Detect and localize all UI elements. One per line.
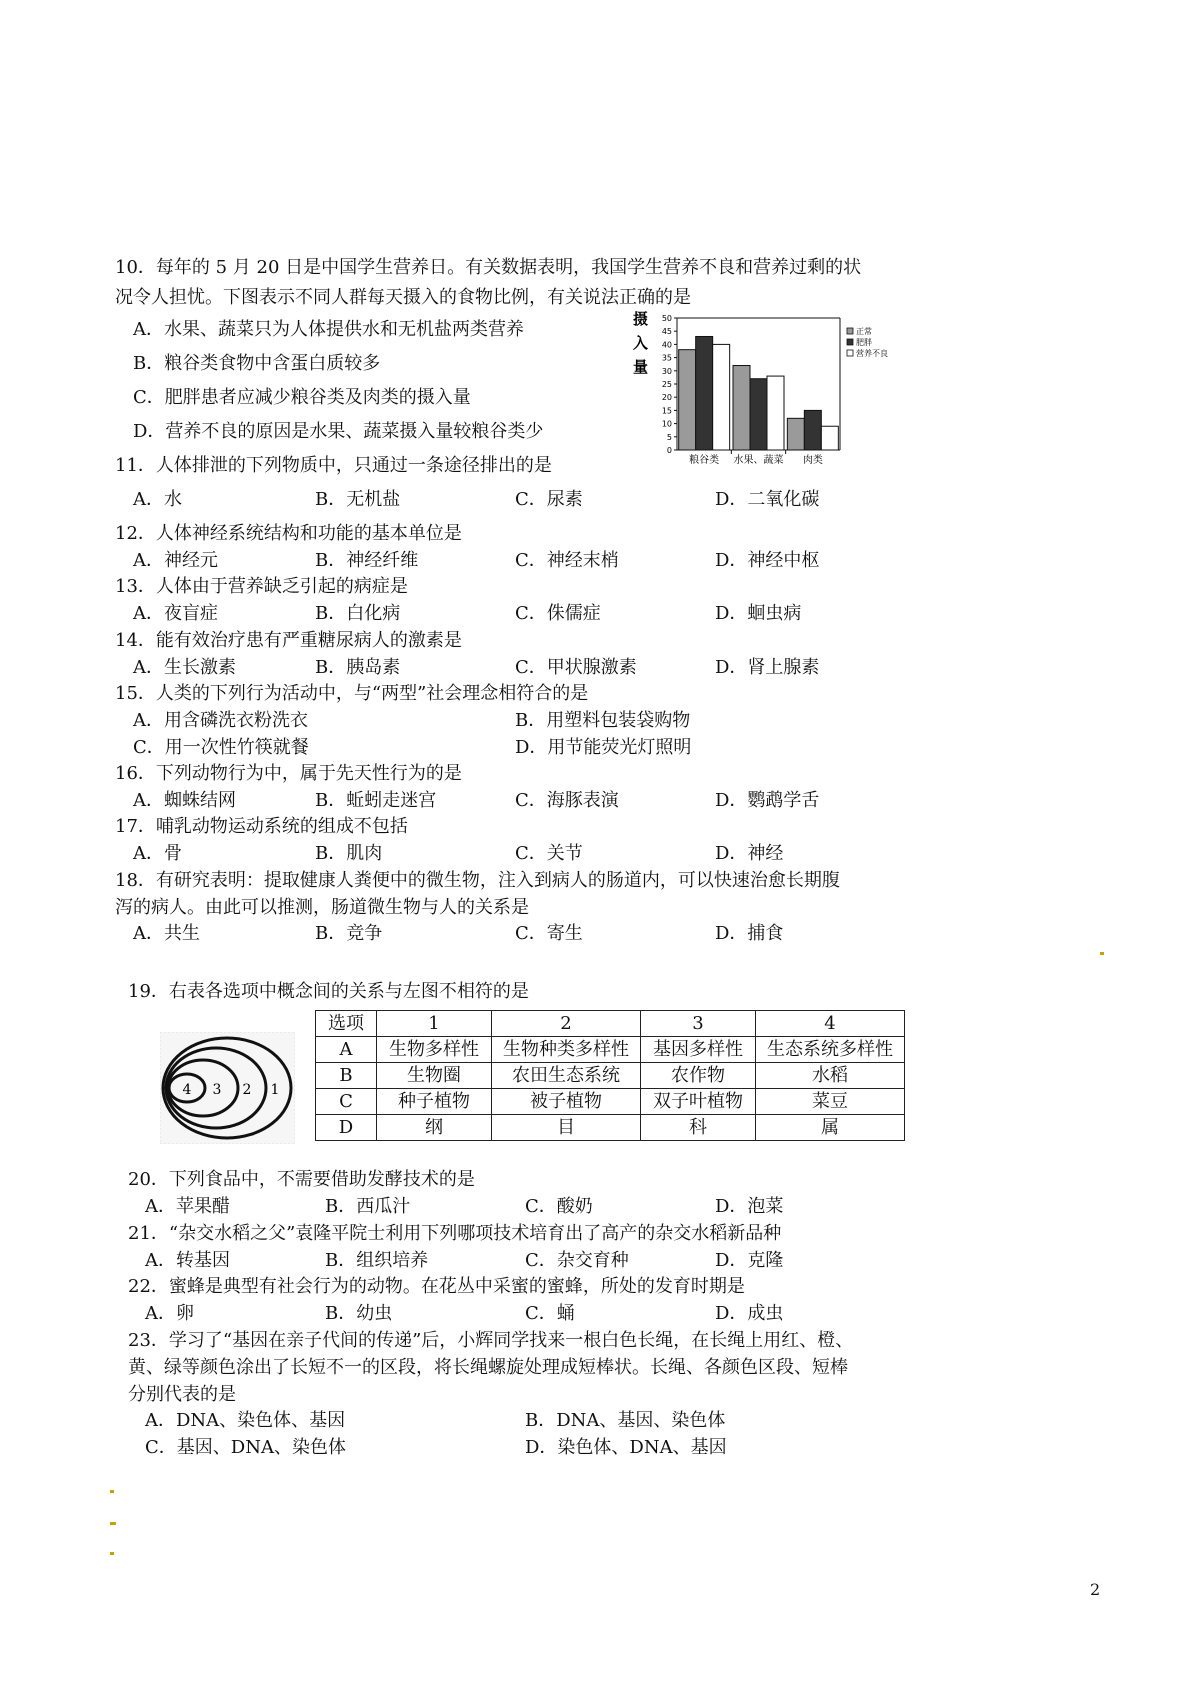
table-cell: 双子叶植物 (641, 1089, 756, 1115)
legend-swatch-肥胖 (847, 339, 853, 345)
q16-option-b: B．蚯蚓走迷宫 (315, 790, 437, 811)
table-cell: 生态系统多样性 (756, 1037, 905, 1063)
y-tick-label: 50 (661, 314, 672, 323)
table-cell: 农作物 (641, 1063, 756, 1089)
q23-option-a: A．DNA、染色体、基因 (145, 1410, 346, 1431)
q11-option-a: A．水 (133, 489, 182, 510)
q18-option-a: A．共生 (133, 923, 200, 944)
q10-option-d: D．营养不良的原因是水果、蔬菜摄入量较粮谷类少 (133, 421, 544, 442)
table-header-cell: 1 (377, 1011, 492, 1037)
q10-option-b: B．粮谷类食物中含蛋白质较多 (133, 353, 381, 374)
q11-option-d: D．二氧化碳 (715, 489, 820, 510)
q17-option-b: B．肌肉 (315, 843, 383, 864)
q10-option-c: C．肥胖患者应减少粮谷类及肉类的摄入量 (133, 387, 471, 408)
q16-option-c: C．海豚表演 (515, 790, 619, 811)
q20-option-a: A．苹果醋 (145, 1196, 230, 1217)
q15-option-d: D．用节能荧光灯照明 (515, 737, 692, 758)
q10-stem-line1: 10．每年的 5 月 20 日是中国学生营养日。有关数据表明，我国学生营养不良和营养过剩的状 (115, 257, 862, 278)
table-cell: 生物种类多样性 (492, 1037, 641, 1063)
concept-nested-circles-diagram (160, 1032, 295, 1144)
q19-options-table (315, 1010, 905, 1141)
bar-营养不良-肉类 (821, 426, 838, 450)
bar-肥胖-肉类 (804, 410, 821, 450)
q15-option-a: A．用含磷洗衣粉洗衣 (133, 710, 308, 731)
q15-option-b: B．用塑料包装袋购物 (515, 710, 691, 731)
q11-stem: 11．人体排泄的下列物质中，只通过一条途径排出的是 (115, 455, 552, 476)
q17-option-a: A．骨 (133, 843, 182, 864)
q22-option-b: B．幼虫 (325, 1303, 393, 1324)
legend-swatch-营养不良 (847, 350, 853, 356)
bar-正常-水果、蔬菜 (733, 366, 750, 450)
table-header-row (316, 1011, 905, 1037)
legend-label-正常: 正常 (856, 327, 872, 336)
table-cell: B (316, 1063, 377, 1089)
table-cell: 种子植物 (377, 1089, 492, 1115)
q16-option-a: A．蜘蛛结网 (133, 790, 236, 811)
table-row (316, 1115, 905, 1141)
q16-option-d: D．鹦鹉学舌 (715, 790, 820, 811)
q22-option-c: C．蛹 (525, 1303, 575, 1324)
y-tick-label: 30 (661, 366, 672, 376)
scan-mark (110, 1490, 114, 1493)
q11-option-b: B．无机盐 (315, 489, 401, 510)
q21-option-b: B．组织培养 (325, 1250, 429, 1271)
y-tick-label: 20 (661, 393, 672, 403)
table-cell: 纲 (377, 1115, 492, 1141)
y-tick-label: 5 (666, 432, 672, 442)
table-cell: A (316, 1037, 377, 1063)
q13-stem: 13．人体由于营养缺乏引起的病症是 (115, 576, 408, 597)
y-axis-label-char: 量 (633, 358, 649, 376)
y-tick-label: 15 (661, 406, 672, 416)
table-header-cell: 4 (756, 1011, 905, 1037)
q13-option-c: C．侏儒症 (515, 603, 601, 624)
q12-stem: 12．人体神经系统结构和功能的基本单位是 (115, 523, 462, 544)
q14-option-b: B．胰岛素 (315, 657, 401, 678)
q10-stem-line2: 况令人担忧。下图表示不同人群每天摄入的食物比例，有关说法正确的是 (115, 287, 691, 308)
q12-option-d: D．神经中枢 (715, 550, 820, 571)
table-cell: 目 (492, 1115, 641, 1141)
q23-stem-line1: 23．学习了“基因在亲子代间的传递”后，小辉同学找来一根白色长绳，在长绳上用红、橙、 (128, 1330, 854, 1351)
scan-mark (1100, 952, 1104, 955)
venn-label-3: 3 (212, 1082, 222, 1098)
page-number: 2 (1090, 1580, 1101, 1599)
legend-swatch-正常 (847, 328, 853, 334)
q17-stem: 17．哺乳动物运动系统的组成不包括 (115, 816, 408, 837)
q21-option-a: A．转基因 (145, 1250, 230, 1271)
y-tick-label: 25 (661, 380, 672, 389)
q22-stem: 22．蜜蜂是典型有社会行为的动物。在花丛中采蜜的蜜蜂，所处的发育时期是 (128, 1276, 745, 1297)
q18-option-b: B．竞争 (315, 923, 383, 944)
bar-肥胖-水果、蔬菜 (750, 379, 767, 450)
legend-label-营养不良: 营养不良 (856, 349, 888, 358)
q16-stem: 16．下列动物行为中，属于先天性行为的是 (115, 763, 462, 784)
q20-option-c: C．酸奶 (525, 1196, 593, 1217)
q21-option-c: C．杂交育种 (525, 1250, 629, 1271)
x-tick-label: 肉类 (802, 455, 823, 466)
q23-option-d: D．染色体、DNA、基因 (525, 1437, 727, 1458)
q14-stem: 14．能有效治疗患有严重糖尿病人的激素是 (115, 630, 462, 651)
table-cell: D (316, 1115, 377, 1141)
q17-option-c: C．关节 (515, 843, 583, 864)
q23-option-b: B．DNA、基因、染色体 (525, 1410, 726, 1431)
q14-option-d: D．肾上腺素 (715, 657, 820, 678)
q21-stem: 21．“杂交水稻之父”袁隆平院士利用下列哪项技术培育出了高产的杂交水稻新品种 (128, 1223, 782, 1244)
table-cell: 属 (756, 1115, 905, 1141)
q23-option-c: C．基因、DNA、染色体 (145, 1437, 346, 1458)
q12-option-b: B．神经纤维 (315, 550, 419, 571)
table-header-cell: 选项 (316, 1011, 377, 1037)
table-header-cell: 3 (641, 1011, 756, 1037)
table-header-cell: 2 (492, 1011, 641, 1037)
q21-option-d: D．克隆 (715, 1250, 784, 1271)
table-cell: 基因多样性 (641, 1037, 756, 1063)
bar-营养不良-水果、蔬菜 (767, 376, 784, 450)
venn-label-2: 2 (242, 1082, 252, 1098)
bar-正常-粮谷类 (679, 350, 696, 450)
q15-option-c: C．用一次性竹筷就餐 (133, 737, 309, 758)
y-tick-label: 35 (661, 353, 672, 363)
y-tick-label: 0 (666, 446, 672, 455)
y-axis-label-char: 入 (633, 334, 649, 352)
q18-option-d: D．捕食 (715, 923, 784, 944)
table-cell: C (316, 1089, 377, 1115)
table-cell: 菜豆 (756, 1089, 905, 1115)
q18-option-c: C．寄生 (515, 923, 583, 944)
venn-label-1: 1 (270, 1082, 280, 1098)
table-cell: 被子植物 (492, 1089, 641, 1115)
q13-option-a: A．夜盲症 (133, 603, 218, 624)
q19-stem: 19．右表各选项中概念间的关系与左图不相符的是 (128, 981, 529, 1002)
q14-option-c: C．甲状腺激素 (515, 657, 637, 678)
table-row (316, 1063, 905, 1089)
table-cell: 生物圈 (377, 1063, 492, 1089)
q18-stem-line2: 泻的病人。由此可以推测，肠道微生物与人的关系是 (115, 897, 529, 918)
q10-option-a: A．水果、蔬菜只为人体提供水和无机盐两类营养 (133, 319, 524, 340)
q23-stem-line3: 分别代表的是 (128, 1384, 236, 1405)
scan-mark (110, 1552, 114, 1555)
y-tick-label: 45 (661, 327, 672, 337)
q12-option-a: A．神经元 (133, 550, 218, 571)
q18-stem-line1: 18．有研究表明：提取健康人粪便中的微生物，注入到病人的肠道内，可以快速治愈长期腹 (115, 870, 840, 891)
table-cell: 水稻 (756, 1063, 905, 1089)
q13-option-d: D．蛔虫病 (715, 603, 802, 624)
q22-option-d: D．成虫 (715, 1303, 784, 1324)
y-tick-label: 10 (661, 419, 672, 429)
q13-option-b: B．白化病 (315, 603, 401, 624)
q15-stem: 15．人类的下列行为活动中，与“两型”社会理念相符合的是 (115, 683, 589, 704)
q11-option-c: C．尿素 (515, 489, 583, 510)
y-tick-label: 40 (661, 340, 672, 350)
q22-option-a: A．卵 (145, 1303, 194, 1324)
q20-option-b: B．西瓜汁 (325, 1196, 411, 1217)
table-cell: 科 (641, 1115, 756, 1141)
bar-肥胖-粮谷类 (696, 336, 713, 450)
bar-营养不良-粮谷类 (713, 344, 730, 450)
table-row (316, 1089, 905, 1115)
bar-正常-肉类 (787, 418, 804, 450)
x-tick-label: 粮谷类 (689, 455, 720, 466)
q14-option-a: A．生长激素 (133, 657, 236, 678)
venn-label-4: 4 (182, 1082, 192, 1098)
q20-option-d: D．泡菜 (715, 1196, 784, 1217)
q20-stem: 20．下列食品中，不需要借助发酵技术的是 (128, 1169, 475, 1190)
food-intake-bar-chart (625, 310, 925, 480)
table-cell: 农田生态系统 (492, 1063, 641, 1089)
q12-option-c: C．神经末梢 (515, 550, 619, 571)
x-tick-label: 水果、蔬菜 (733, 455, 784, 466)
legend-label-肥胖: 肥胖 (856, 338, 872, 347)
q17-option-d: D．神经 (715, 843, 784, 864)
scan-mark (110, 1522, 116, 1525)
table-row (316, 1037, 905, 1063)
table-cell: 生物多样性 (377, 1037, 492, 1063)
q23-stem-line2: 黄、绿等颜色涂出了长短不一的区段，将长绳螺旋处理成短棒状。长绳、各颜色区段、短棒 (128, 1357, 848, 1378)
y-axis-label-char: 摄 (633, 310, 649, 328)
